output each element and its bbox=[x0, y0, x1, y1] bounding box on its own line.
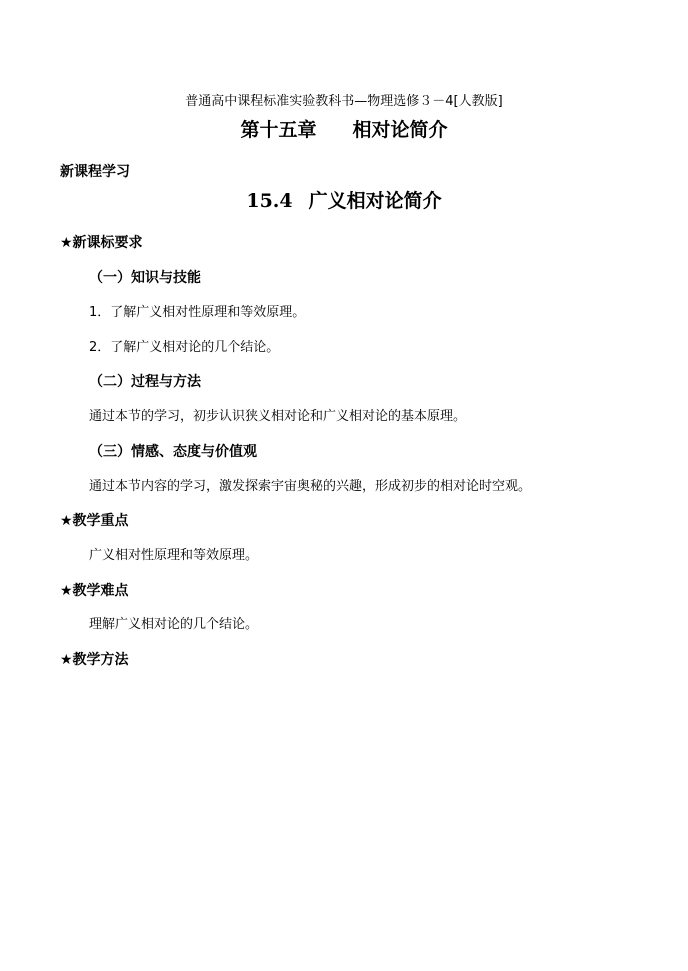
knowledge-item-1: 1．了解广义相对性原理和等效原理。 bbox=[89, 305, 306, 320]
emotion-text: 通过本节内容的学习，激发探索宇宙奥秘的兴趣，形成初步的相对论时空观。 bbox=[89, 479, 532, 494]
lesson-heading bbox=[0, 192, 688, 211]
lesson-title: 广义相对论简介 bbox=[308, 190, 442, 212]
knowledge-heading: （一）知识与技能 bbox=[89, 270, 201, 286]
standards-heading: ★新课标要求 bbox=[60, 235, 143, 251]
knowledge-item-2: 2．了解广义相对论的几个结论。 bbox=[89, 340, 280, 355]
process-text: 通过本节的学习，初步认识狭义相对论和广义相对论的基本原理。 bbox=[89, 409, 467, 424]
difficulties-text: 理解广义相对论的几个结论。 bbox=[89, 617, 259, 632]
process-heading: （二）过程与方法 bbox=[89, 374, 201, 390]
textbook-subtitle: 普通高中课程标准实验教科书—物理选修３－4[人教版] bbox=[185, 94, 503, 109]
lesson-number: 15.4 bbox=[246, 190, 293, 212]
chapter-title: 相对论简介 bbox=[352, 119, 448, 141]
emotion-heading: （三）情感、态度与价值观 bbox=[89, 444, 257, 460]
methods-heading: ★教学方法 bbox=[60, 652, 129, 668]
chapter-number: 第十五章 bbox=[240, 119, 317, 141]
key-points-text: 广义相对性原理和等效原理。 bbox=[89, 548, 259, 563]
chapter-heading bbox=[0, 121, 688, 140]
key-points-heading: ★教学重点 bbox=[60, 513, 129, 529]
difficulties-heading: ★教学难点 bbox=[60, 583, 129, 599]
section-label: 新课程学习 bbox=[60, 164, 130, 180]
